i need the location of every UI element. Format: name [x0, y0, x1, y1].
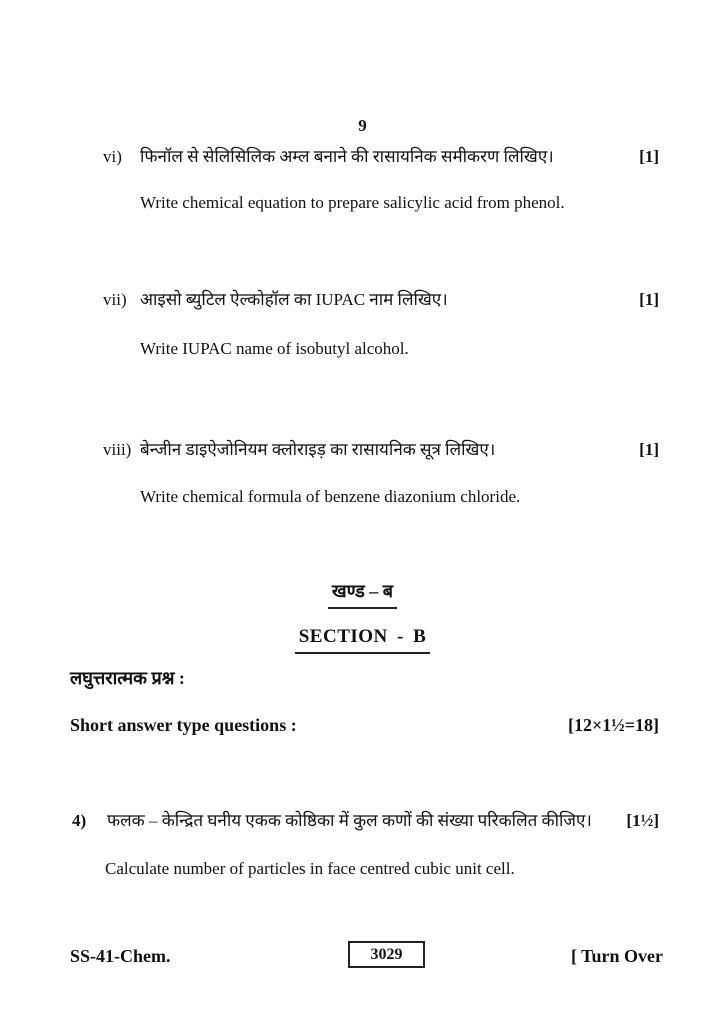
question-4-number: 4)	[72, 811, 87, 830]
question-viii-hindi-text: बेन्जीन डाइऐजोनियम क्लोराइड़ का रासायनिक सूत्र लिखिए।	[140, 440, 496, 459]
question-vi-marks: [1]	[639, 147, 659, 166]
question-vi-english-text: Write chemical equation to prepare salicylic acid from phenol.	[140, 193, 565, 212]
question-viii-marks: [1]	[639, 440, 659, 459]
section-subtitle-english-text: Short answer type questions :	[70, 715, 297, 735]
question-4-hindi-text: फलक – केन्द्रित घनीय एकक कोष्ठिका में कुल कणों की संख्या परिकलित कीजिए।	[107, 811, 592, 830]
section-header-hindi	[0, 579, 725, 609]
section-subtitle-hindi: लघुत्तरात्मक प्रश्न :	[70, 668, 185, 688]
section-marks-scheme: [12×1½=18]	[567, 715, 659, 735]
section-subtitle-english-row	[70, 715, 659, 736]
footer-paper-code: SS-41-Chem.	[70, 946, 171, 966]
footer-center-code-box	[348, 941, 425, 968]
question-vii-number: vii)	[103, 290, 127, 309]
question-vii-row	[103, 289, 659, 310]
question-vi-hindi-text: फिनॉल से सेलिसिलिक अम्ल बनाने की रासायनिक समीकरण लिखिए।	[140, 147, 554, 166]
question-4-row	[72, 810, 659, 831]
question-vii-marks: [1]	[639, 290, 659, 309]
footer-turn-over: [ Turn Over	[570, 946, 663, 966]
question-viii-english-text: Write chemical formula of benzene diazonium chloride.	[140, 487, 521, 506]
section-header-hindi-text: खण्ड – ब	[328, 579, 397, 609]
question-viii-number: viii)	[103, 440, 132, 459]
footer-center-code: 3029	[370, 945, 403, 963]
question-vii-hindi-text: आइसो ब्युटिल ऐल्कोहॉल का IUPAC नाम लिखिए।	[140, 290, 448, 309]
question-vi-row	[103, 146, 659, 167]
question-vi-number: vi)	[103, 147, 122, 166]
section-header-english-text: SECTION - B	[295, 626, 431, 654]
section-header-english	[0, 626, 725, 654]
page-number: 9	[358, 116, 367, 135]
question-4-english-text: Calculate number of particles in face centred cubic unit cell.	[105, 859, 515, 878]
question-4-marks: [1½]	[626, 811, 659, 830]
question-vii-english-text: Write IUPAC name of isobutyl alcohol.	[140, 339, 409, 358]
question-viii-row	[103, 439, 659, 460]
